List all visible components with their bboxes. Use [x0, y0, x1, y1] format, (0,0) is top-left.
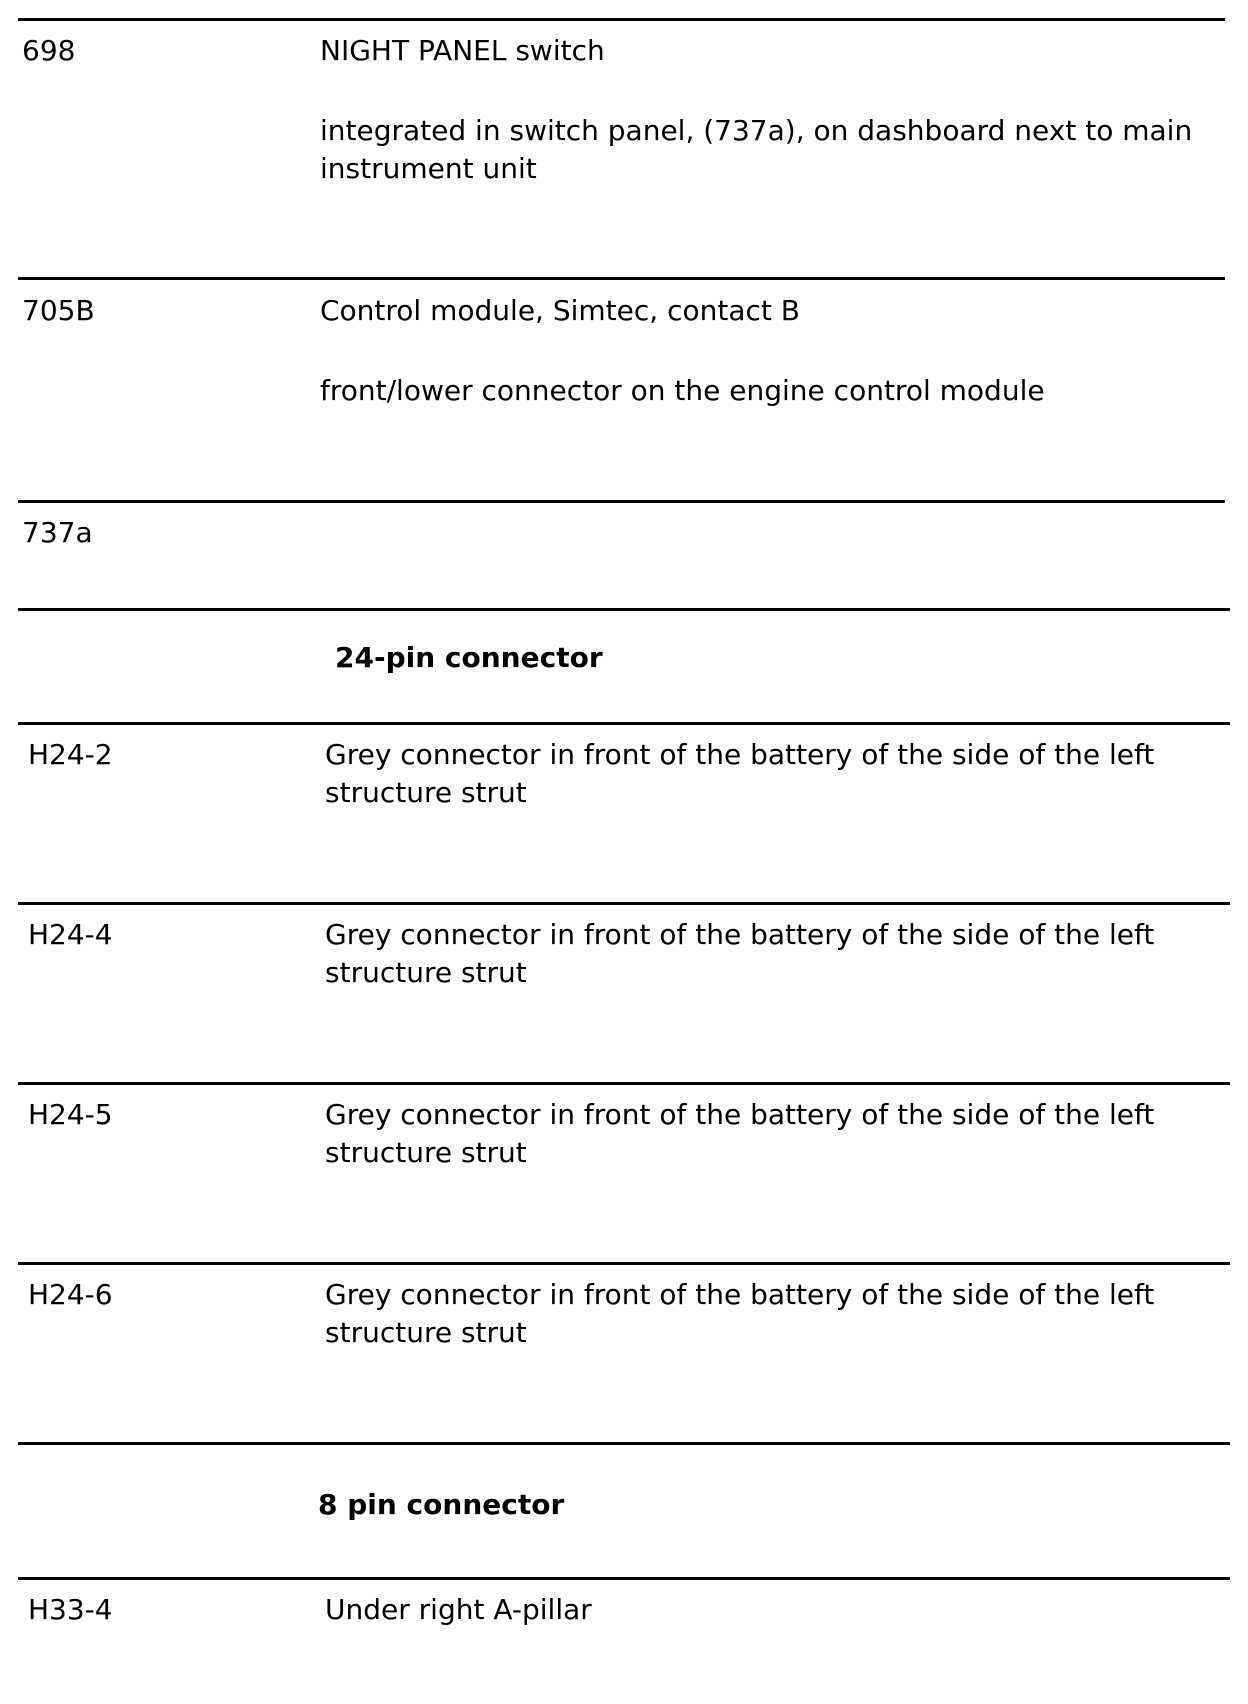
connector-code: H33-4 [28, 1593, 113, 1626]
connector-location: Grey connector in front of the battery of the side of the left structure strut [325, 1098, 1155, 1169]
row-divider [18, 1082, 1230, 1085]
row-divider [18, 277, 1225, 280]
connector-code: H24-5 [28, 1098, 113, 1131]
component-code: 705B [22, 294, 95, 327]
row-divider [18, 722, 1230, 725]
connector-code: H24-4 [28, 918, 113, 951]
section-divider [18, 1442, 1230, 1445]
row-divider [18, 1262, 1230, 1265]
row-divider [18, 902, 1230, 905]
row-divider [18, 1577, 1230, 1580]
connector-location: Under right A-pillar [325, 1593, 592, 1626]
connector-code: H24-2 [28, 738, 113, 771]
component-code: 698 [22, 34, 76, 67]
connector-location: Grey connector in front of the battery of the side of the left structure strut [325, 1278, 1155, 1349]
component-name: NIGHT PANEL switch [320, 34, 605, 67]
section-title-8pin: 8 pin connector [318, 1488, 565, 1521]
connector-code: H24-6 [28, 1278, 113, 1311]
section-title-24pin: 24-pin connector [335, 641, 603, 674]
row-divider [18, 18, 1225, 21]
component-location: integrated in switch panel, (737a), on dashboard next to main instrument unit [320, 114, 1193, 185]
component-name: Control module, Simtec, contact B [320, 294, 800, 327]
section-divider [18, 608, 1230, 611]
component-code: 737a [22, 516, 93, 549]
row-divider [18, 500, 1225, 503]
connector-location: Grey connector in front of the battery of the side of the left structure strut [325, 738, 1155, 809]
component-location: front/lower connector on the engine control module [320, 374, 1045, 407]
connector-location: Grey connector in front of the battery of the side of the left structure strut [325, 918, 1155, 989]
